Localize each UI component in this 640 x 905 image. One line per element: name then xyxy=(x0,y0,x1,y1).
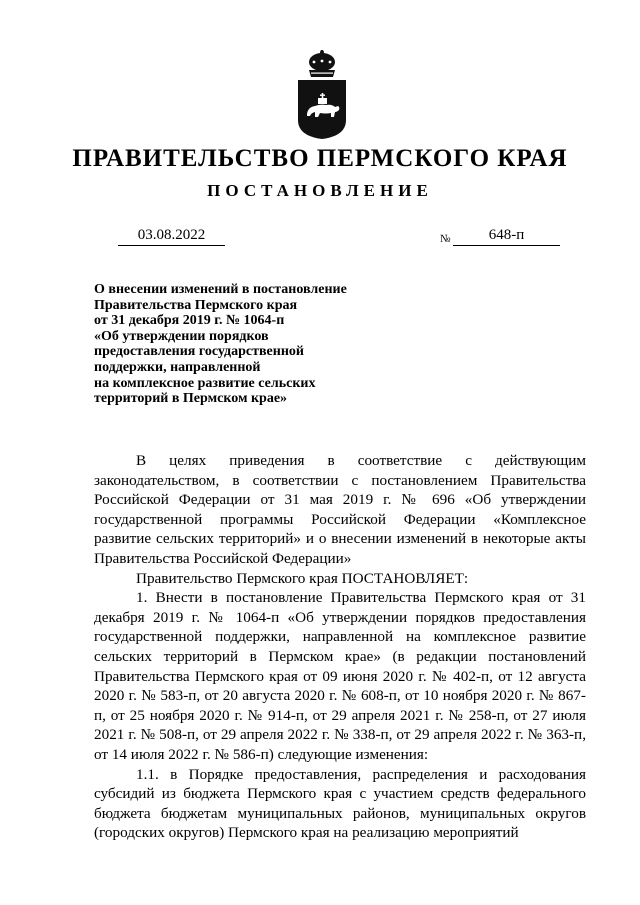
subject-line: предоставления государственной xyxy=(94,344,304,360)
body-paragraph: 1. Внести в постановление Правительства Пермского края от 31 декабря 2019 г. № 1064-п «Об утверждении порядков предоставления государственной поддержки, направленной на комплексное развитие сельских территорий в Пермском крае» (в редакции постановлений Правительства Пермского края от 09 июня 2020 г. № 402-п, от 12 августа 2020 г. № 583-п, от 20 августа 2020 г. № 608-п, от 10 ноября 2020 г. № 867-п, от 25 ноября 2020 г. № 914-п, от 29 апреля 2021 г. № 258-п, от 27 июля 2021 г. № 508-п, от 29 апреля 2022 г. № 338-п, от 29 апреля 2022 г. № 363-п, от 14 июля 2022 г. № 586-п) следующие изменения: xyxy=(94,589,586,763)
document-body xyxy=(94,451,586,843)
government-title: ПРАВИТЕЛЬСТВО ПЕРМСКОГО КРАЯ xyxy=(72,145,568,172)
document-type: ПОСТАНОВЛЕНИЕ xyxy=(207,181,433,200)
subject-line: поддержки, направленной xyxy=(94,359,261,375)
perm-krai-coat-of-arms-icon xyxy=(296,50,348,140)
document-date: 03.08.2022 xyxy=(118,225,225,246)
subject-line: на комплексное развитие сельских xyxy=(94,375,316,391)
body-paragraph: Правительство Пермского края ПОСТАНОВЛЯЕТ: xyxy=(136,569,469,587)
shield-icon xyxy=(298,80,346,139)
subject-line: Правительства Пермского края xyxy=(94,297,298,313)
subject-line: О внесении изменений в постановление xyxy=(94,282,347,297)
body-paragraph: В целях приведения в соответствие с действующим законодательством, в соответствии с постановлением Правительства Российской Федерации от 31 мая 2019 г. № 696 «Об утверждении государственной программы Российской Федерации «Комплексное развитие сельских территорий» и о внесении изменений в некоторые акты Правительства Российской Федерации» xyxy=(94,452,586,567)
subject-line: от 31 декабря 2019 г. № 1064-п xyxy=(94,313,285,329)
subject-line: территорий в Пермском крае» xyxy=(94,391,288,407)
body-paragraph: 1.1. в Порядке предоставления, распределения и расходования субсидий из бюджета Пермского края с участием средств федерального бюджета бюджетам муниципальных районов, муниципальных округов (городских округов) Пермского края на реализацию мероприятий xyxy=(94,765,586,842)
number-label: № xyxy=(440,233,451,245)
subject-line: «Об утверждении порядков xyxy=(94,328,269,344)
crown-icon xyxy=(309,50,335,77)
document-number: 648-п xyxy=(453,225,560,246)
subject-heading xyxy=(94,282,384,407)
